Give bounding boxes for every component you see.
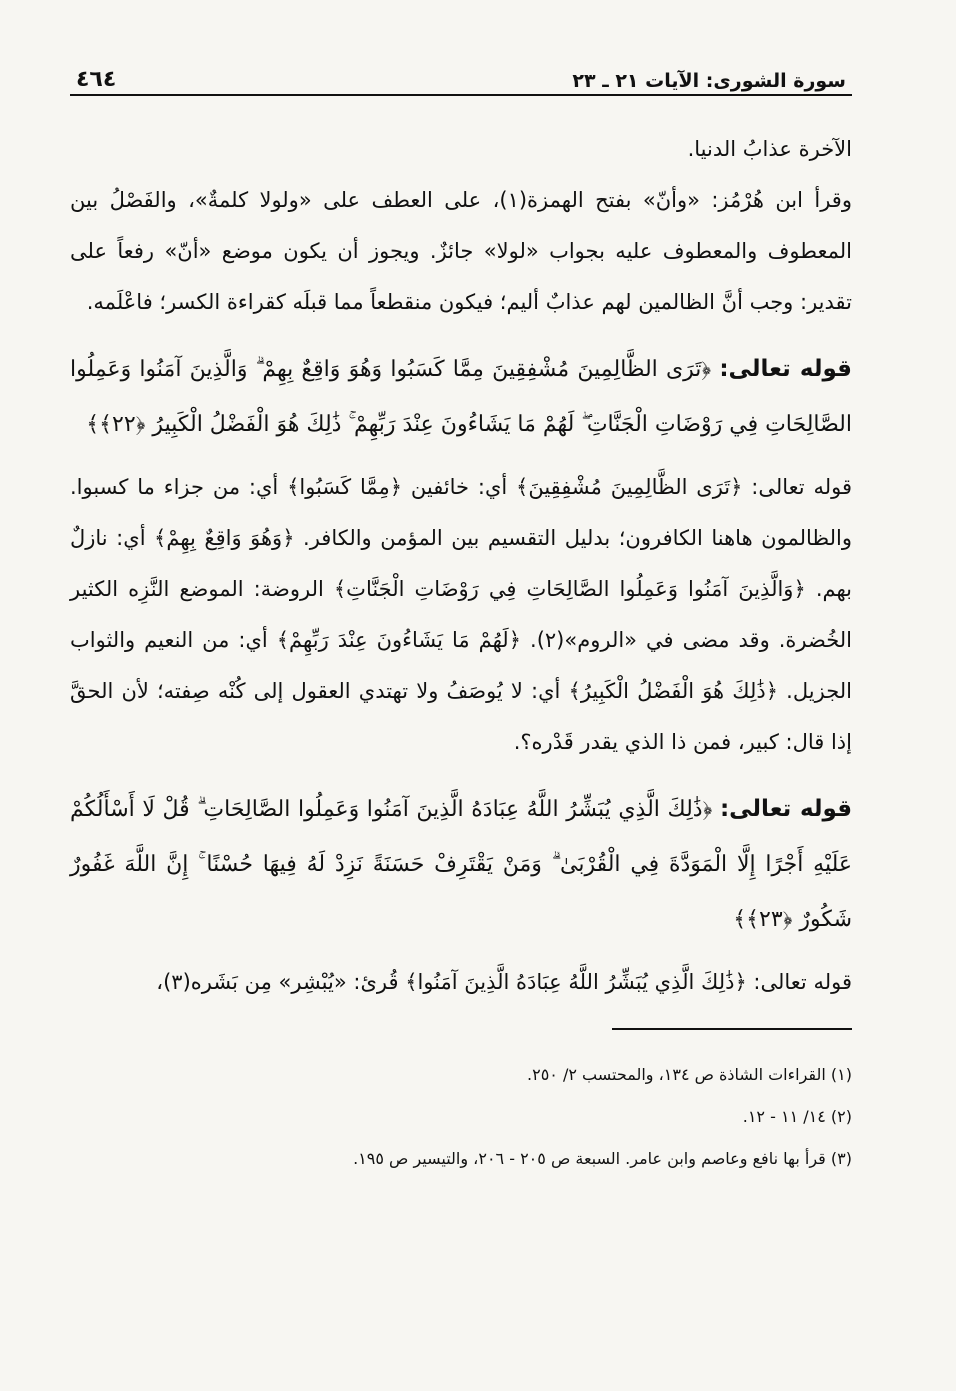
paragraph: الآخرة عذابُ الدنيا. bbox=[687, 137, 852, 161]
commentary bbox=[70, 957, 852, 1008]
quran-verse: ﴿ذَٰلِكَ الَّذِي يُبَشِّرُ اللَّهُ عِبَادَهُ الَّذِينَ آمَنُوا وَعَمِلُوا الصَّالِحَاتِ ۗ قُلْ لَا أَسْأَلُكُمْ عَلَيْهِ أَجْرًا إِلَّا الْمَوَدَّةَ فِي الْقُرْبَىٰ ۗ وَمَنْ يَقْتَرِفْ حَسَنَةً نَزِدْ لَهُ فِيهَا حُسْنًا ۚ إِنَّ اللَّهَ غَفُورٌ شَكُورٌ ﴿٢٣﴾﴾ bbox=[70, 797, 852, 932]
paragraph: وقرأ ابن هُرْمُز: «وأنّ» بفتح الهمزة(١)، على العطف على «ولولا كلمةٌ»، والفَصْلُ بين المعطوف والمعطوف عليه بجواب «لولا» جائزٌ. ويجوز أن يكون موضع «أنّ» رفعاً على تقدير: وجب أنَّ الظالمين لهم عذابٌ أليم؛ فيكون منقطعاً مما قبلَه كقراءة الكسر؛ فاعْلَمه. bbox=[70, 188, 852, 314]
footnote-divider bbox=[612, 1028, 852, 1030]
page-number: ٤٦٤ bbox=[76, 67, 117, 92]
quran-verse: ﴿تَرَى الظَّالِمِينَ مُشْفِقِينَ مِمَّا كَسَبُوا وَهُوَ وَاقِعٌ بِهِمْ ۗ وَالَّذِينَ آمَنُوا وَعَمِلُوا الصَّالِحَاتِ فِي رَوْضَاتِ الْجَنَّاتِ ۖ لَهُمْ مَا يَشَاءُونَ عِنْدَ رَبِّهِمْ ۚ ذَٰلِكَ هُوَ الْفَضْلُ الْكَبِيرُ ﴿٢٢﴾﴾ bbox=[70, 357, 852, 437]
header-title: سورة الشورى: الآيات ٢١ ـ ٢٣ bbox=[572, 70, 846, 92]
paragraph: قوله تعالى: ﴿ذَٰلِكَ الَّذِي يُبَشِّرُ اللَّهُ عِبَادَهُ الَّذِينَ آمَنُوا﴾ قُرئ: «يُبْشِر» مِن بَشَره(٣)، bbox=[156, 970, 852, 994]
footnotes bbox=[70, 1054, 852, 1180]
body-text bbox=[70, 124, 852, 328]
footnote: (٣) قرأ بها نافع وعاصم وابن عامر. السبعة ص ٢٠٥ - ٢٠٦، والتيسير ص ١٩٥. bbox=[353, 1149, 852, 1168]
footnote: (٢) ١٤/ ١١ - ١٢. bbox=[742, 1107, 852, 1126]
paragraph: قوله تعالى: ﴿تَرَى الظَّالِمِينَ مُشْفِقِينَ﴾ أي: خائفين ﴿مِمَّا كَسَبُوا﴾ أي: من جزاء ما كسبوا. والظالمون هاهنا الكافرون؛ بدليل التقسيم بين المؤمن والكافر. ﴿وَهُوَ وَاقِعٌ بِهِمْ﴾ أي: نازلٌ بهم. ﴿وَالَّذِينَ آمَنُوا وَعَمِلُوا الصَّالِحَاتِ فِي رَوْضَاتِ الْجَنَّاتِ﴾ الروضة: الموضع النَّزِه الكثير الخُضرة. وقد مضى في «الروم»(٢). ﴿لَهُمْ مَا يَشَاءُونَ عِنْدَ رَبِّهِمْ﴾ أي: من النعيم والثواب الجزيل. ﴿ذَٰلِكَ هُوَ الْفَضْلُ الْكَبِيرُ﴾ أي: لا يُوصَفُ ولا تهتدي العقول إلى كُنْه صِفته؛ لأن الحقَّ إذا قال: كبير، فمن ذا الذي يقدر قَدْره؟. bbox=[70, 475, 852, 754]
verse-label: قوله تعالى: bbox=[719, 796, 853, 822]
verse-label: قوله تعالى: bbox=[719, 356, 852, 382]
verse-paragraph bbox=[70, 342, 852, 452]
verse-paragraph bbox=[70, 782, 852, 947]
verse-block bbox=[70, 342, 852, 452]
commentary bbox=[70, 462, 852, 768]
verse-block bbox=[70, 782, 852, 947]
running-header bbox=[70, 58, 852, 96]
footnote: (١) القراءات الشاذة ص ١٣٤، والمحتسب ٢/ ٢٥٠. bbox=[527, 1065, 852, 1084]
